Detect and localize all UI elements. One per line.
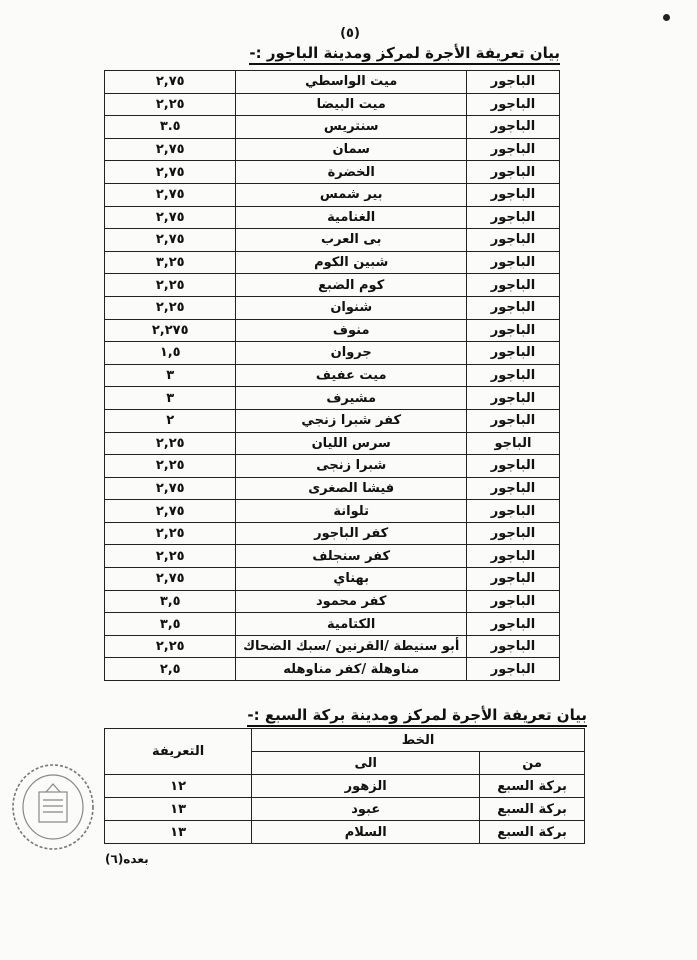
fare-cell: ٢,٧٥: [105, 500, 236, 523]
center-cell: الباجور: [466, 319, 559, 342]
fare-cell: ٢: [105, 409, 236, 432]
table-row: [105, 116, 560, 139]
fare-cell: ٢,٧٥: [105, 229, 236, 252]
destination-cell: جروان: [236, 342, 467, 365]
center-cell: الباجور: [466, 409, 559, 432]
center-cell: الباجور: [466, 635, 559, 658]
table-row: [105, 590, 560, 613]
fare-cell: ٣.٥: [105, 116, 236, 139]
fare-cell: ٢,٢٥: [105, 455, 236, 478]
table-row: [105, 545, 560, 568]
table-header-row: [105, 729, 585, 752]
table-row: [105, 409, 560, 432]
destination-cell: سنتريس: [236, 116, 467, 139]
table-row: [105, 658, 560, 681]
fare-cell: ٢,٧٥: [105, 138, 236, 161]
destination-cell: سمان: [236, 138, 467, 161]
fare-cell: ٢,٧٥: [105, 161, 236, 184]
fare-cell: ٢,٧٥: [105, 568, 236, 591]
table-row: [105, 500, 560, 523]
to-cell: عبود: [252, 798, 480, 821]
destination-cell: كوم الضبع: [236, 274, 467, 297]
fare-cell: ١٣: [105, 798, 252, 821]
destination-cell: ميت الواسطي: [236, 71, 467, 94]
table-row: [105, 635, 560, 658]
from-cell: بركة السبع: [480, 821, 585, 844]
center-cell: الباجور: [466, 658, 559, 681]
table-row: [105, 387, 560, 410]
table-row: [105, 319, 560, 342]
scan-mark: [663, 14, 670, 21]
header-to: الى: [252, 752, 480, 775]
center-cell: الباجور: [466, 274, 559, 297]
destination-cell: ميت البيضا: [236, 93, 467, 116]
fare-cell: ٢,٢٥: [105, 432, 236, 455]
center-cell: الباجور: [466, 138, 559, 161]
table-row: [105, 364, 560, 387]
table-row: [105, 798, 585, 821]
table-row: [105, 251, 560, 274]
fare-cell: ٣: [105, 387, 236, 410]
center-cell: الباجور: [466, 613, 559, 636]
header-fare: التعريفة: [105, 729, 252, 775]
section2-title-text: بيان تعريفة الأجرة لمركز ومدينة بركة السبع :-: [247, 706, 587, 727]
table-row: [105, 206, 560, 229]
fare-cell: ٣: [105, 364, 236, 387]
center-cell: الباجور: [466, 545, 559, 568]
fare-table-berket-elsab: [104, 728, 585, 844]
table-row: [105, 183, 560, 206]
center-cell: الباجور: [466, 229, 559, 252]
center-cell: الباجو: [466, 432, 559, 455]
fare-cell: ٢,٧٥: [105, 71, 236, 94]
destination-cell: بهناي: [236, 568, 467, 591]
destination-cell: بى العرب: [236, 229, 467, 252]
table-row: [105, 296, 560, 319]
fare-cell: ٢,٥: [105, 658, 236, 681]
destination-cell: شنوان: [236, 296, 467, 319]
fare-cell: ٢,٧٥: [105, 477, 236, 500]
center-cell: الباجور: [466, 500, 559, 523]
section1-title: [249, 44, 560, 62]
official-seal-icon: [10, 762, 96, 852]
destination-cell: كفر الباجور: [236, 522, 467, 545]
center-cell: الباجور: [466, 522, 559, 545]
center-cell: الباجور: [466, 455, 559, 478]
table-row: [105, 93, 560, 116]
fare-cell: ١٢: [105, 775, 252, 798]
fare-cell: ٢,٢٥: [105, 635, 236, 658]
table-row: [105, 138, 560, 161]
center-cell: الباجور: [466, 93, 559, 116]
section2-title: [247, 706, 587, 724]
fare-cell: ٢,٧٥: [105, 206, 236, 229]
fare-cell: ٢,٢٥: [105, 274, 236, 297]
destination-cell: سرس الليان: [236, 432, 467, 455]
destination-cell: مشيرف: [236, 387, 467, 410]
table-row: [105, 229, 560, 252]
table-row: [105, 775, 585, 798]
table-row: [105, 161, 560, 184]
table-row: [105, 342, 560, 365]
center-cell: الباجور: [466, 251, 559, 274]
center-cell: الباجور: [466, 161, 559, 184]
fare-cell: ٢,٢٧٥: [105, 319, 236, 342]
from-cell: بركة السبع: [480, 775, 585, 798]
table-row: [105, 522, 560, 545]
destination-cell: الغنامية: [236, 206, 467, 229]
section1-title-text: بيان تعريفة الأجرة لمركز ومدينة الباجور :-: [249, 44, 560, 65]
fare-cell: ٢,٢٥: [105, 545, 236, 568]
destination-cell: تلوانة: [236, 500, 467, 523]
destination-cell: فيشا الصغرى: [236, 477, 467, 500]
destination-cell: شبين الكوم: [236, 251, 467, 274]
center-cell: الباجور: [466, 342, 559, 365]
table-row: [105, 821, 585, 844]
destination-cell: منوف: [236, 319, 467, 342]
center-cell: الباجور: [466, 116, 559, 139]
page-number: (٥): [340, 26, 360, 41]
destination-cell: ميت عفيف: [236, 364, 467, 387]
destination-cell: كفر محمود: [236, 590, 467, 613]
center-cell: الباجور: [466, 387, 559, 410]
destination-cell: أبو سنيطة /القرنين /سبك الضحاك: [236, 635, 467, 658]
destination-cell: الكتامية: [236, 613, 467, 636]
center-cell: الباجور: [466, 71, 559, 94]
table-row: [105, 477, 560, 500]
center-cell: الباجور: [466, 590, 559, 613]
destination-cell: مناوهلة /كفر مناوهله: [236, 658, 467, 681]
header-line: الخط: [252, 729, 585, 752]
table-row: [105, 568, 560, 591]
table-row: [105, 274, 560, 297]
from-cell: بركة السبع: [480, 798, 585, 821]
center-cell: الباجور: [466, 296, 559, 319]
fare-cell: ٣,٥: [105, 590, 236, 613]
table-row: [105, 455, 560, 478]
destination-cell: كفر سنجلف: [236, 545, 467, 568]
table-row: [105, 613, 560, 636]
fare-cell: ٢,٢٥: [105, 93, 236, 116]
to-cell: الزهور: [252, 775, 480, 798]
center-cell: الباجور: [466, 183, 559, 206]
fare-cell: ١٣: [105, 821, 252, 844]
fare-cell: ٢,٧٥: [105, 183, 236, 206]
fare-cell: ٣,٥: [105, 613, 236, 636]
destination-cell: بير شمس: [236, 183, 467, 206]
fare-cell: ٢,٢٥: [105, 522, 236, 545]
to-cell: السلام: [252, 821, 480, 844]
center-cell: الباجور: [466, 568, 559, 591]
center-cell: الباجور: [466, 364, 559, 387]
fare-cell: ٣,٢٥: [105, 251, 236, 274]
fare-table-bagour: [104, 70, 560, 681]
destination-cell: شبرا زنجى: [236, 455, 467, 478]
destination-cell: الخضرة: [236, 161, 467, 184]
destination-cell: كفر شبرا زنجي: [236, 409, 467, 432]
header-from: من: [480, 752, 585, 775]
table-row: [105, 71, 560, 94]
table-row: [105, 432, 560, 455]
center-cell: الباجور: [466, 206, 559, 229]
fare-cell: ٢,٢٥: [105, 296, 236, 319]
center-cell: الباجور: [466, 477, 559, 500]
continued-note: بعده(٦): [105, 852, 149, 866]
fare-cell: ١,٥: [105, 342, 236, 365]
